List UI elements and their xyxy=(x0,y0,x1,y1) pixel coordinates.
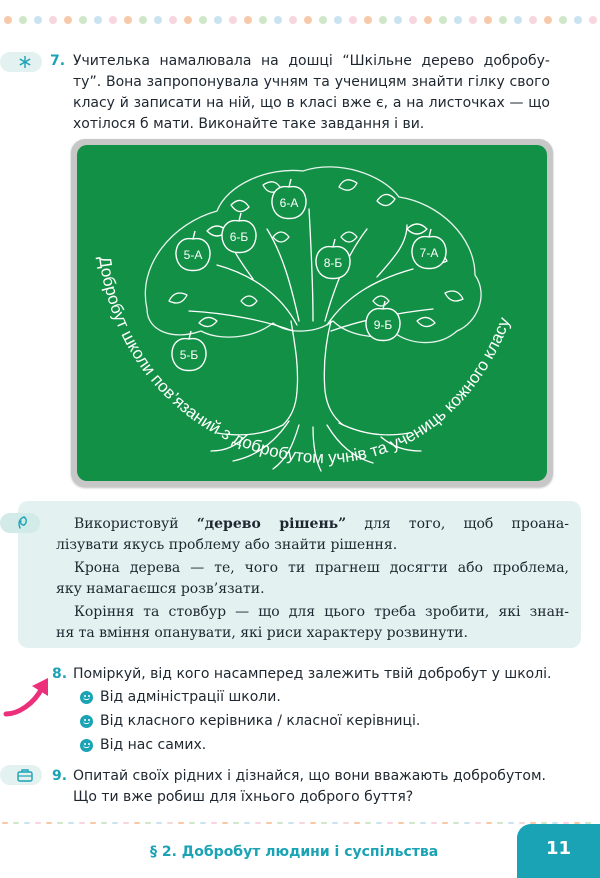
task-8-number: 8. xyxy=(52,666,68,682)
decorative-dash xyxy=(46,822,52,824)
apple-9b xyxy=(366,301,400,341)
svg-text:5-Б: 5-Б xyxy=(179,348,199,362)
decorative-dash xyxy=(464,822,470,824)
decorative-dash xyxy=(288,822,294,824)
task-9-number: 9. xyxy=(52,768,68,784)
decorative-dot xyxy=(304,16,312,24)
decorative-dash xyxy=(431,822,437,824)
decorative-dash xyxy=(211,822,217,824)
decorative-dash xyxy=(222,822,228,824)
decorative-dash xyxy=(156,822,162,824)
decorative-dot xyxy=(214,16,222,24)
decorative-dot xyxy=(514,16,522,24)
svg-text:8-Б: 8-Б xyxy=(323,256,343,270)
tip-paragraph-2-line-2: яку намагаєшся розв’язати. xyxy=(56,581,265,597)
svg-text:6-А: 6-А xyxy=(279,196,299,210)
decorative-dot xyxy=(79,16,87,24)
decorative-dot xyxy=(439,16,447,24)
task-9-line: Опитай своїх рідних і дізнайся, що вони вважають добробутом. xyxy=(73,768,546,784)
decorative-dash xyxy=(35,822,41,824)
decorative-dot xyxy=(454,16,462,24)
decorative-dot xyxy=(34,16,42,24)
section-title: § 2. Добробут людини і суспільства xyxy=(150,844,439,860)
decorative-dot xyxy=(484,16,492,24)
decorative-dash xyxy=(13,822,19,824)
decorative-dash xyxy=(354,822,360,824)
decorative-dash xyxy=(387,822,393,824)
decorative-dash xyxy=(90,822,96,824)
decorative-dot xyxy=(259,16,267,24)
decorative-dash xyxy=(255,822,261,824)
svg-text:9-Б: 9-Б xyxy=(373,318,393,332)
decorative-dot xyxy=(289,16,297,24)
task-8-option: Від нас самих. xyxy=(100,737,207,753)
decorative-dash xyxy=(57,822,63,824)
decorative-dot xyxy=(94,16,102,24)
smiley-icon xyxy=(80,739,93,752)
decorative-dash xyxy=(453,822,459,824)
decorative-dot xyxy=(4,16,12,24)
decorative-dot xyxy=(64,16,72,24)
decorative-dash xyxy=(409,822,415,824)
decorative-dot xyxy=(19,16,27,24)
decorative-dot xyxy=(589,16,597,24)
apple-5a xyxy=(176,231,210,271)
tip-icon xyxy=(0,513,40,537)
footer-dashed-divider xyxy=(0,822,600,824)
decorative-dash xyxy=(134,822,140,824)
decorative-dash xyxy=(101,822,107,824)
apple-8b xyxy=(316,239,350,279)
decorative-dash xyxy=(398,822,404,824)
task-8-option: Від адміністрації школи. xyxy=(100,689,281,705)
decorative-dot xyxy=(379,16,387,24)
apple-7a xyxy=(412,229,446,269)
tip-paragraph-2: Крона дерева — те, чого ти прагнеш досягти або проблема, xyxy=(74,560,569,576)
task-7-line: класу й записати на ній, що в класі вже є, а на листочках — що xyxy=(73,95,550,111)
decorative-dash xyxy=(475,822,481,824)
decorative-dash xyxy=(376,822,382,824)
decorative-dot xyxy=(499,16,507,24)
page-number: 11 xyxy=(545,838,572,859)
snowflake-icon xyxy=(0,52,42,76)
decorative-dot xyxy=(469,16,477,24)
decorative-dot xyxy=(364,16,372,24)
chalkboard xyxy=(77,145,547,481)
decorative-dot xyxy=(139,16,147,24)
decorative-dot xyxy=(274,16,282,24)
decorative-dot xyxy=(349,16,357,24)
decorative-dot xyxy=(319,16,327,24)
decorative-dot xyxy=(574,16,582,24)
decorative-dash xyxy=(365,822,371,824)
decorative-dot xyxy=(229,16,237,24)
decorative-dash xyxy=(420,822,426,824)
decorative-dash xyxy=(310,822,316,824)
task-7-line: Учителька намалювала на дошці “Шкільне дерево добробу- xyxy=(73,53,550,69)
task-7-line: хотілося б мати. Виконайте таке завдання і ви. xyxy=(73,116,425,132)
tip-paragraph-3: Коріння та стовбур — що для цього треба зробити, які знан- xyxy=(74,604,569,620)
decorative-dot xyxy=(199,16,207,24)
decorative-dash xyxy=(244,822,250,824)
decorative-dot xyxy=(544,16,552,24)
decorative-dash xyxy=(266,822,272,824)
pink-arrow-icon xyxy=(2,674,54,722)
decorative-dash xyxy=(112,822,118,824)
decorative-dash xyxy=(321,822,327,824)
decorative-dash xyxy=(68,822,74,824)
decorative-dash xyxy=(123,822,129,824)
decorative-dot xyxy=(409,16,417,24)
top-dots-decoration xyxy=(0,16,600,26)
smiley-icon xyxy=(80,691,93,704)
decorative-dot xyxy=(334,16,342,24)
smiley-icon xyxy=(80,715,93,728)
decorative-dash xyxy=(343,822,349,824)
tip-paragraph-1-line-2: лізувати якусь проблему або знайти рішення. xyxy=(56,537,398,553)
arc-caption: Добробут школи пов’язаний з добробутом учнів та учениць кожного класу xyxy=(95,254,514,468)
decorative-dot xyxy=(244,16,252,24)
tip-box xyxy=(18,501,581,648)
decorative-dot xyxy=(169,16,177,24)
decorative-dash xyxy=(233,822,239,824)
decorative-dash xyxy=(497,822,503,824)
decorative-dot xyxy=(124,16,132,24)
tip-keyword: “дерево рішень” xyxy=(196,516,347,532)
decorative-dash xyxy=(299,822,305,824)
apple-group xyxy=(172,179,446,371)
task-8-option: Від класного керівника / класної керівниці. xyxy=(100,713,421,729)
task-9-line: Що ти вже робиш для їхнього доброго буття? xyxy=(73,789,414,805)
decorative-dash xyxy=(277,822,283,824)
apple-6a xyxy=(272,179,306,219)
decorative-dash xyxy=(167,822,173,824)
svg-text:5-А: 5-А xyxy=(183,248,203,262)
decorative-dash xyxy=(178,822,184,824)
decorative-dash xyxy=(486,822,492,824)
page-number-tab xyxy=(517,824,600,878)
tip-paragraph-1: Використовуй “дерево рішень” для того, щоб проана- xyxy=(74,516,569,532)
decorative-dash xyxy=(442,822,448,824)
decorative-dot xyxy=(109,16,117,24)
decorative-dot xyxy=(424,16,432,24)
tree-drawing xyxy=(77,145,547,481)
chalkboard-frame xyxy=(71,139,553,487)
task-7-number: 7. xyxy=(50,53,66,69)
decorative-dash xyxy=(145,822,151,824)
svg-text:6-Б: 6-Б xyxy=(229,230,249,244)
decorative-dash xyxy=(200,822,206,824)
decorative-dot xyxy=(184,16,192,24)
decorative-dash xyxy=(79,822,85,824)
decorative-dash xyxy=(332,822,338,824)
apple-5b xyxy=(172,331,206,371)
task-8-question: Поміркуй, від кого насамперед залежить твій добробут у школі. xyxy=(73,666,552,682)
decorative-dash xyxy=(519,822,525,824)
briefcase-icon xyxy=(0,765,42,789)
task-7-line: ту”. Вона запропонувала учням та ученицям знайти гілку свого xyxy=(73,74,550,90)
decorative-dot xyxy=(394,16,402,24)
decorative-dash xyxy=(2,822,8,824)
decorative-dash xyxy=(189,822,195,824)
svg-text:7-А: 7-А xyxy=(419,246,439,260)
decorative-dash xyxy=(508,822,514,824)
decorative-dot xyxy=(559,16,567,24)
tip-paragraph-3-line-2: ня та вміння опанувати, які риси характеру розвинути. xyxy=(56,625,468,641)
decorative-dot xyxy=(529,16,537,24)
apple-6b xyxy=(222,213,256,253)
decorative-dash xyxy=(24,822,30,824)
decorative-dot xyxy=(154,16,162,24)
decorative-dot xyxy=(49,16,57,24)
